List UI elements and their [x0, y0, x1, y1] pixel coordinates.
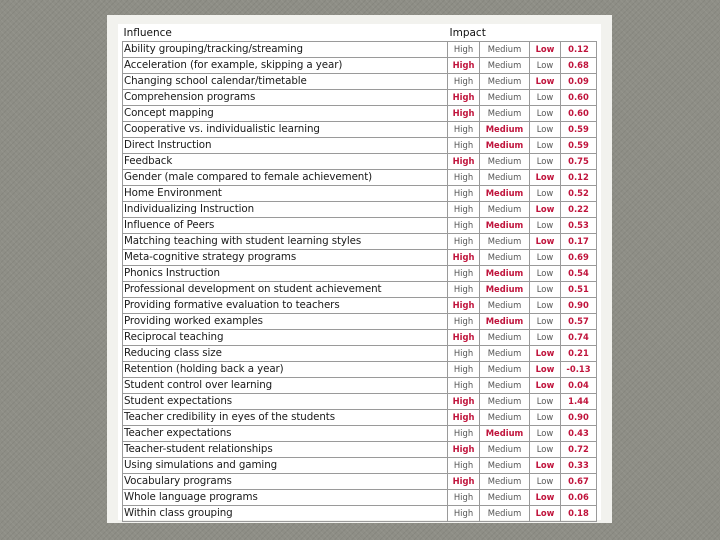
low-cell: Low	[530, 394, 561, 410]
table-row	[123, 122, 597, 138]
medium-cell: Medium	[480, 74, 530, 90]
table-row	[123, 442, 597, 458]
high-cell: High	[448, 282, 480, 298]
table-row	[123, 394, 597, 410]
effect-size-cell: 0.51	[561, 282, 597, 298]
influence-cell: Reciprocal teaching	[123, 330, 448, 346]
low-cell: Low	[530, 506, 561, 522]
table-row	[123, 314, 597, 330]
low-cell: Low	[530, 362, 561, 378]
low-cell: Low	[530, 330, 561, 346]
effect-size-cell: 0.33	[561, 458, 597, 474]
effect-size-cell: 0.12	[561, 42, 597, 58]
low-cell: Low	[530, 490, 561, 506]
table-row	[123, 42, 597, 58]
influence-cell: Student expectations	[123, 394, 448, 410]
table-row	[123, 266, 597, 282]
slide-frame	[107, 15, 612, 523]
high-cell: High	[448, 442, 480, 458]
high-cell: High	[448, 474, 480, 490]
high-cell: High	[448, 122, 480, 138]
low-cell: Low	[530, 218, 561, 234]
high-cell: High	[448, 154, 480, 170]
table-row	[123, 138, 597, 154]
low-cell: Low	[530, 426, 561, 442]
medium-cell: Medium	[480, 138, 530, 154]
influence-cell: Comprehension programs	[123, 90, 448, 106]
influence-impact-table	[122, 26, 597, 522]
table-row	[123, 458, 597, 474]
influence-cell: Direct Instruction	[123, 138, 448, 154]
effect-size-cell: 0.68	[561, 58, 597, 74]
low-cell: Low	[530, 154, 561, 170]
scanned-table-sheet	[118, 24, 601, 520]
table-row	[123, 74, 597, 90]
influence-cell: Teacher expectations	[123, 426, 448, 442]
influence-cell: Professional development on student achievement	[123, 282, 448, 298]
medium-cell: Medium	[480, 490, 530, 506]
effect-size-cell: 0.67	[561, 474, 597, 490]
effect-size-cell: 0.74	[561, 330, 597, 346]
influence-cell: Providing worked examples	[123, 314, 448, 330]
influence-cell: Matching teaching with student learning styles	[123, 234, 448, 250]
medium-cell: Medium	[480, 458, 530, 474]
effect-size-cell: 0.75	[561, 154, 597, 170]
medium-cell: Medium	[480, 234, 530, 250]
high-cell: High	[448, 330, 480, 346]
influence-cell: Cooperative vs. individualistic learning	[123, 122, 448, 138]
table-row	[123, 298, 597, 314]
low-cell: Low	[530, 458, 561, 474]
table-row	[123, 506, 597, 522]
effect-size-cell: 0.69	[561, 250, 597, 266]
table-row	[123, 490, 597, 506]
high-cell: High	[448, 410, 480, 426]
influence-cell: Changing school calendar/timetable	[123, 74, 448, 90]
high-cell: High	[448, 202, 480, 218]
effect-size-cell: 0.18	[561, 506, 597, 522]
low-cell: Low	[530, 298, 561, 314]
table-row	[123, 154, 597, 170]
effect-size-cell: 0.21	[561, 346, 597, 362]
high-cell: High	[448, 266, 480, 282]
high-cell: High	[448, 58, 480, 74]
medium-cell: Medium	[480, 106, 530, 122]
medium-cell: Medium	[480, 282, 530, 298]
medium-cell: Medium	[480, 474, 530, 490]
low-cell: Low	[530, 314, 561, 330]
table-row	[123, 234, 597, 250]
influence-cell: Providing formative evaluation to teachers	[123, 298, 448, 314]
low-cell: Low	[530, 250, 561, 266]
high-cell: High	[448, 42, 480, 58]
medium-cell: Medium	[480, 266, 530, 282]
low-cell: Low	[530, 474, 561, 490]
influence-cell: Retention (holding back a year)	[123, 362, 448, 378]
effect-size-cell: 0.52	[561, 186, 597, 202]
influence-cell: Whole language programs	[123, 490, 448, 506]
table-row	[123, 218, 597, 234]
influence-cell: Home Environment	[123, 186, 448, 202]
high-cell: High	[448, 362, 480, 378]
effect-size-cell: 0.59	[561, 138, 597, 154]
influence-cell: Influence of Peers	[123, 218, 448, 234]
influence-column-header: Influence	[123, 27, 172, 40]
high-cell: High	[448, 138, 480, 154]
low-cell: Low	[530, 282, 561, 298]
effect-size-cell: 0.17	[561, 234, 597, 250]
medium-cell: Medium	[480, 186, 530, 202]
medium-cell: Medium	[480, 426, 530, 442]
low-cell: Low	[530, 90, 561, 106]
high-cell: High	[448, 426, 480, 442]
table-row	[123, 58, 597, 74]
medium-cell: Medium	[480, 410, 530, 426]
high-cell: High	[448, 394, 480, 410]
medium-cell: Medium	[480, 154, 530, 170]
table-row	[123, 426, 597, 442]
influence-cell: Teacher-student relationships	[123, 442, 448, 458]
influence-cell: Vocabulary programs	[123, 474, 448, 490]
effect-size-cell: 0.72	[561, 442, 597, 458]
table-row	[123, 378, 597, 394]
low-cell: Low	[530, 74, 561, 90]
effect-size-cell: 1.44	[561, 394, 597, 410]
effect-size-cell: 0.60	[561, 90, 597, 106]
effect-size-cell: 0.90	[561, 410, 597, 426]
low-cell: Low	[530, 410, 561, 426]
table-row	[123, 202, 597, 218]
high-cell: High	[448, 458, 480, 474]
high-cell: High	[448, 218, 480, 234]
table-row	[123, 106, 597, 122]
high-cell: High	[448, 234, 480, 250]
low-cell: Low	[530, 202, 561, 218]
influence-cell: Concept mapping	[123, 106, 448, 122]
high-cell: High	[448, 346, 480, 362]
low-cell: Low	[530, 42, 561, 58]
medium-cell: Medium	[480, 218, 530, 234]
influence-cell: Student control over learning	[123, 378, 448, 394]
high-cell: High	[448, 378, 480, 394]
high-cell: High	[448, 90, 480, 106]
low-cell: Low	[530, 186, 561, 202]
medium-cell: Medium	[480, 314, 530, 330]
low-cell: Low	[530, 138, 561, 154]
high-cell: High	[448, 490, 480, 506]
effect-size-cell: 0.53	[561, 218, 597, 234]
effect-size-cell: 0.57	[561, 314, 597, 330]
medium-cell: Medium	[480, 122, 530, 138]
low-cell: Low	[530, 442, 561, 458]
influence-cell: Within class grouping	[123, 506, 448, 522]
effect-size-cell: 0.90	[561, 298, 597, 314]
influence-cell: Phonics Instruction	[123, 266, 448, 282]
influence-cell: Reducing class size	[123, 346, 448, 362]
table-row	[123, 186, 597, 202]
medium-cell: Medium	[480, 250, 530, 266]
influence-cell: Individualizing Instruction	[123, 202, 448, 218]
low-cell: Low	[530, 234, 561, 250]
high-cell: High	[448, 74, 480, 90]
high-cell: High	[448, 170, 480, 186]
effect-size-cell: 0.43	[561, 426, 597, 442]
effect-size-cell: 0.12	[561, 170, 597, 186]
medium-cell: Medium	[480, 58, 530, 74]
influence-cell: Teacher credibility in eyes of the students	[123, 410, 448, 426]
medium-cell: Medium	[480, 202, 530, 218]
effect-size-cell: 0.59	[561, 122, 597, 138]
medium-cell: Medium	[480, 90, 530, 106]
table-body	[123, 42, 597, 522]
medium-cell: Medium	[480, 394, 530, 410]
low-cell: Low	[530, 106, 561, 122]
effect-size-cell: -0.13	[561, 362, 597, 378]
low-cell: Low	[530, 266, 561, 282]
effect-size-cell: 0.09	[561, 74, 597, 90]
table-row	[123, 474, 597, 490]
effect-size-cell: 0.06	[561, 490, 597, 506]
high-cell: High	[448, 314, 480, 330]
influence-cell: Meta-cognitive strategy programs	[123, 250, 448, 266]
effect-size-cell: 0.22	[561, 202, 597, 218]
table-row	[123, 330, 597, 346]
table-row	[123, 250, 597, 266]
influence-cell: Ability grouping/tracking/streaming	[123, 42, 448, 58]
influence-cell: Gender (male compared to female achievement)	[123, 170, 448, 186]
effect-size-cell: 0.60	[561, 106, 597, 122]
high-cell: High	[448, 298, 480, 314]
influence-cell: Feedback	[123, 154, 448, 170]
high-cell: High	[448, 250, 480, 266]
effect-size-cell: 0.54	[561, 266, 597, 282]
influence-cell: Acceleration (for example, skipping a year)	[123, 58, 448, 74]
low-cell: Low	[530, 170, 561, 186]
table-row	[123, 362, 597, 378]
table-header-row	[123, 26, 597, 42]
medium-cell: Medium	[480, 170, 530, 186]
table-row	[123, 282, 597, 298]
table-row	[123, 90, 597, 106]
high-cell: High	[448, 506, 480, 522]
medium-cell: Medium	[480, 378, 530, 394]
low-cell: Low	[530, 346, 561, 362]
impact-column-header: Impact	[449, 27, 486, 40]
medium-cell: Medium	[480, 442, 530, 458]
effect-size-cell: 0.04	[561, 378, 597, 394]
table-row	[123, 170, 597, 186]
low-cell: Low	[530, 378, 561, 394]
medium-cell: Medium	[480, 330, 530, 346]
medium-cell: Medium	[480, 298, 530, 314]
high-cell: High	[448, 106, 480, 122]
influence-cell: Using simulations and gaming	[123, 458, 448, 474]
table-row	[123, 410, 597, 426]
medium-cell: Medium	[480, 42, 530, 58]
high-cell: High	[448, 186, 480, 202]
table-row	[123, 346, 597, 362]
low-cell: Low	[530, 58, 561, 74]
low-cell: Low	[530, 122, 561, 138]
medium-cell: Medium	[480, 506, 530, 522]
medium-cell: Medium	[480, 362, 530, 378]
medium-cell: Medium	[480, 346, 530, 362]
